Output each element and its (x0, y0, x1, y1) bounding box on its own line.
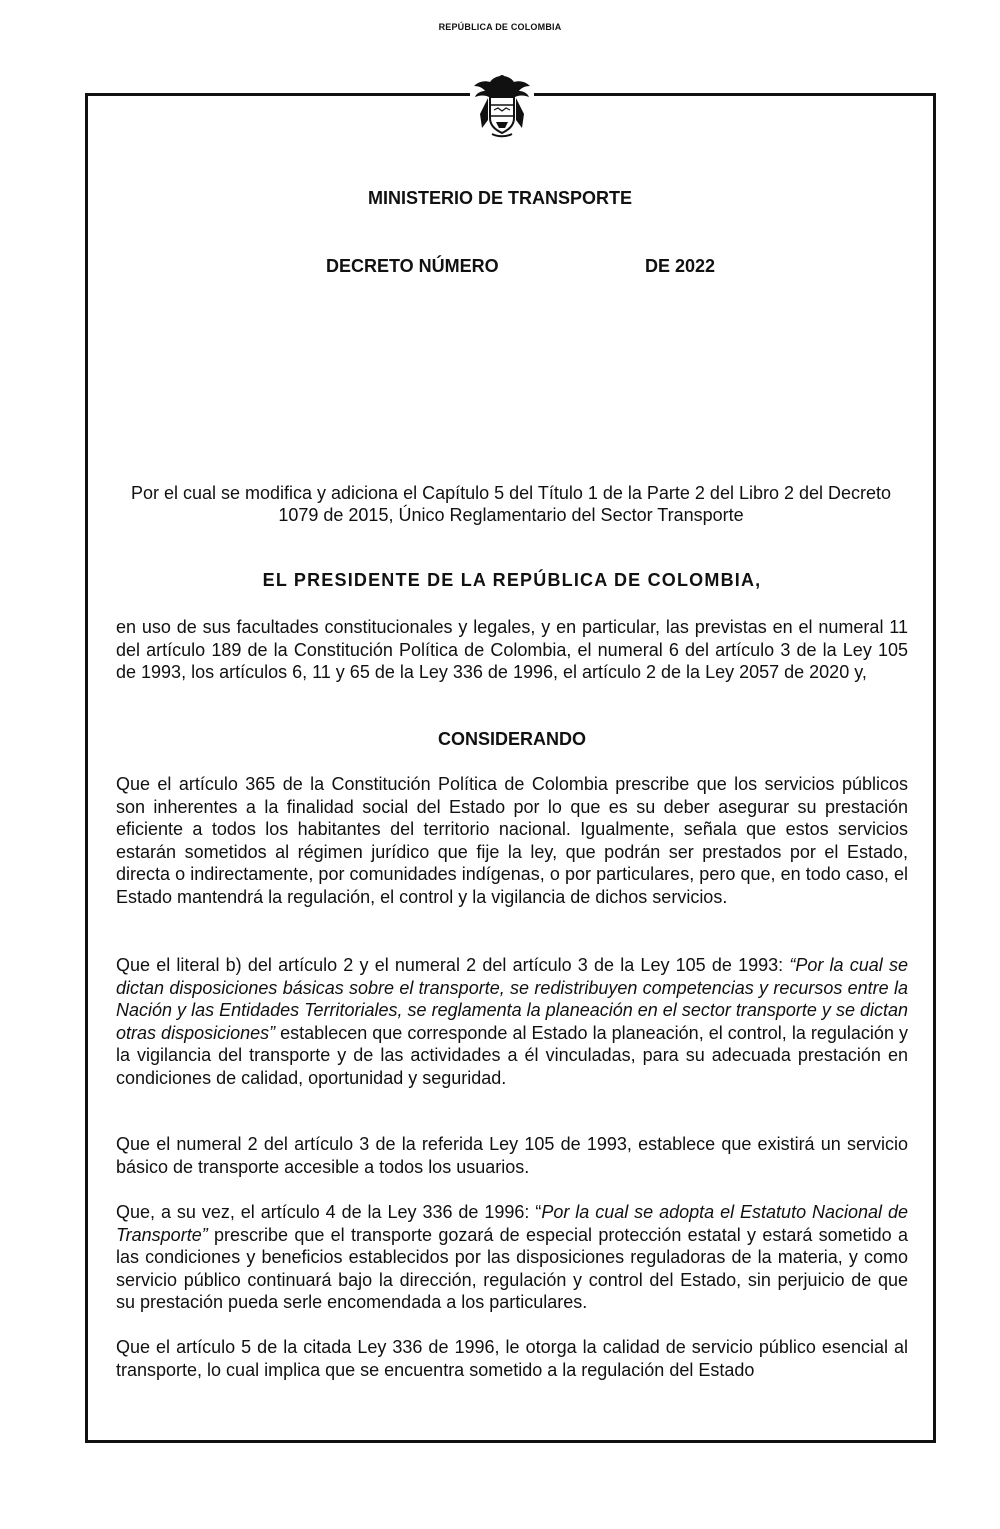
powers-text: en uso de sus facultades constitucionales y legales, y en particular, las previstas en el numeral 11 del artículo 189 de la Constitución Política de Colombia, el numeral 6 del artículo 3 de la Ley 105 de 1993, los artículos 6, 11 y 65 de la Ley 336 de 1996, el artículo 2 de la Ley 2057 de 2020 y, (116, 617, 908, 683)
decree-label: DECRETO NÚMERO (326, 256, 499, 276)
paragraph-2-text-a: Que el literal b) del artículo 2 y el numeral 2 del artículo 3 de la Ley 105 de 1993: (116, 955, 790, 975)
decree-subtitle: Por el cual se modifica y adiciona el Capítulo 5 del Título 1 de la Parte 2 del Libro 2 del Decreto 1079 de 2015, Único Reglamentario del Sector Transporte (130, 483, 892, 525)
republic-header: REPÚBLICA DE COLOMBIA (438, 22, 562, 32)
president-heading: EL PRESIDENTE DE LA REPÚBLICA DE COLOMBIA, (262, 570, 762, 590)
paragraph-5 (116, 1336, 908, 1381)
decree-year: DE 2022 (645, 256, 716, 276)
ministry-title: MINISTERIO DE TRANSPORTE (367, 188, 632, 208)
powers-paragraph (116, 616, 908, 684)
paragraph-2 (116, 954, 908, 1090)
paragraph-4-text-a: Que, a su vez, el artículo 4 de la Ley 336 de 1996: “ (116, 1202, 542, 1222)
paragraph-2-law-title: “Por la cual se dictan disposiciones básicas sobre el transporte, se redistribuyen competencias y recursos entre la Nación y las Entidades Territoriales, se reglamenta la planeación en el sector transporte y se dictan otras disposiciones” (116, 955, 908, 1043)
coat-of-arms-icon (470, 70, 534, 140)
paragraph-4 (116, 1201, 908, 1314)
paragraph-4-law-title: Por la cual se adopta el Estatuto Nacional de Transporte” (116, 1202, 908, 1245)
considerando-heading: CONSIDERANDO (437, 729, 586, 749)
paragraph-1-text: Que el artículo 365 de la Constitución Política de Colombia prescribe que los servicios públicos son inherentes a la finalidad social del Estado por lo que es su deber asegurar su prestación eficiente a todos los habitantes del territorio nacional. Igualmente, señala que estos servicios estarán sometidos al régimen jurídico que fije la ley, que podrán ser prestados por el Estado, directa o indirectamente, por comunidades indígenas, o por particulares, pero que, en todo caso, el Estado mantendrá la regulación, el control y la vigilancia de dichos servicios. (116, 774, 908, 907)
paragraph-2-text-b: establecen que corresponde al Estado la planeación, el control, la regulación y la vigilancia del transporte y de las actividades a él vinculadas, para su adecuada prestación en condiciones de calidad, oportunidad y seguridad. (116, 1022, 908, 1088)
paragraph-3-text: Que el numeral 2 del artículo 3 de la referida Ley 105 de 1993, establece que existirá un servicio básico de transporte accesible a todos los usuarios. (116, 1134, 908, 1177)
paragraph-5-text: Que el artículo 5 de la citada Ley 336 de 1996, le otorga la calidad de servicio público esencial al transporte, lo cual implica que se encuentra sometido a la regulación del Estado (116, 1337, 908, 1380)
paragraph-1 (116, 773, 908, 909)
paragraph-4-text-b: prescribe que el transporte gozará de especial protección estatal y estará sometido a las condiciones y beneficios establecidos por las disposiciones reguladoras de la materia, y como servicio público continuará bajo la dirección, regulación y control del Estado, sin perjuicio de que su prestación pueda serle encomendada a los particulares. (116, 1224, 908, 1313)
paragraph-3 (116, 1133, 908, 1178)
